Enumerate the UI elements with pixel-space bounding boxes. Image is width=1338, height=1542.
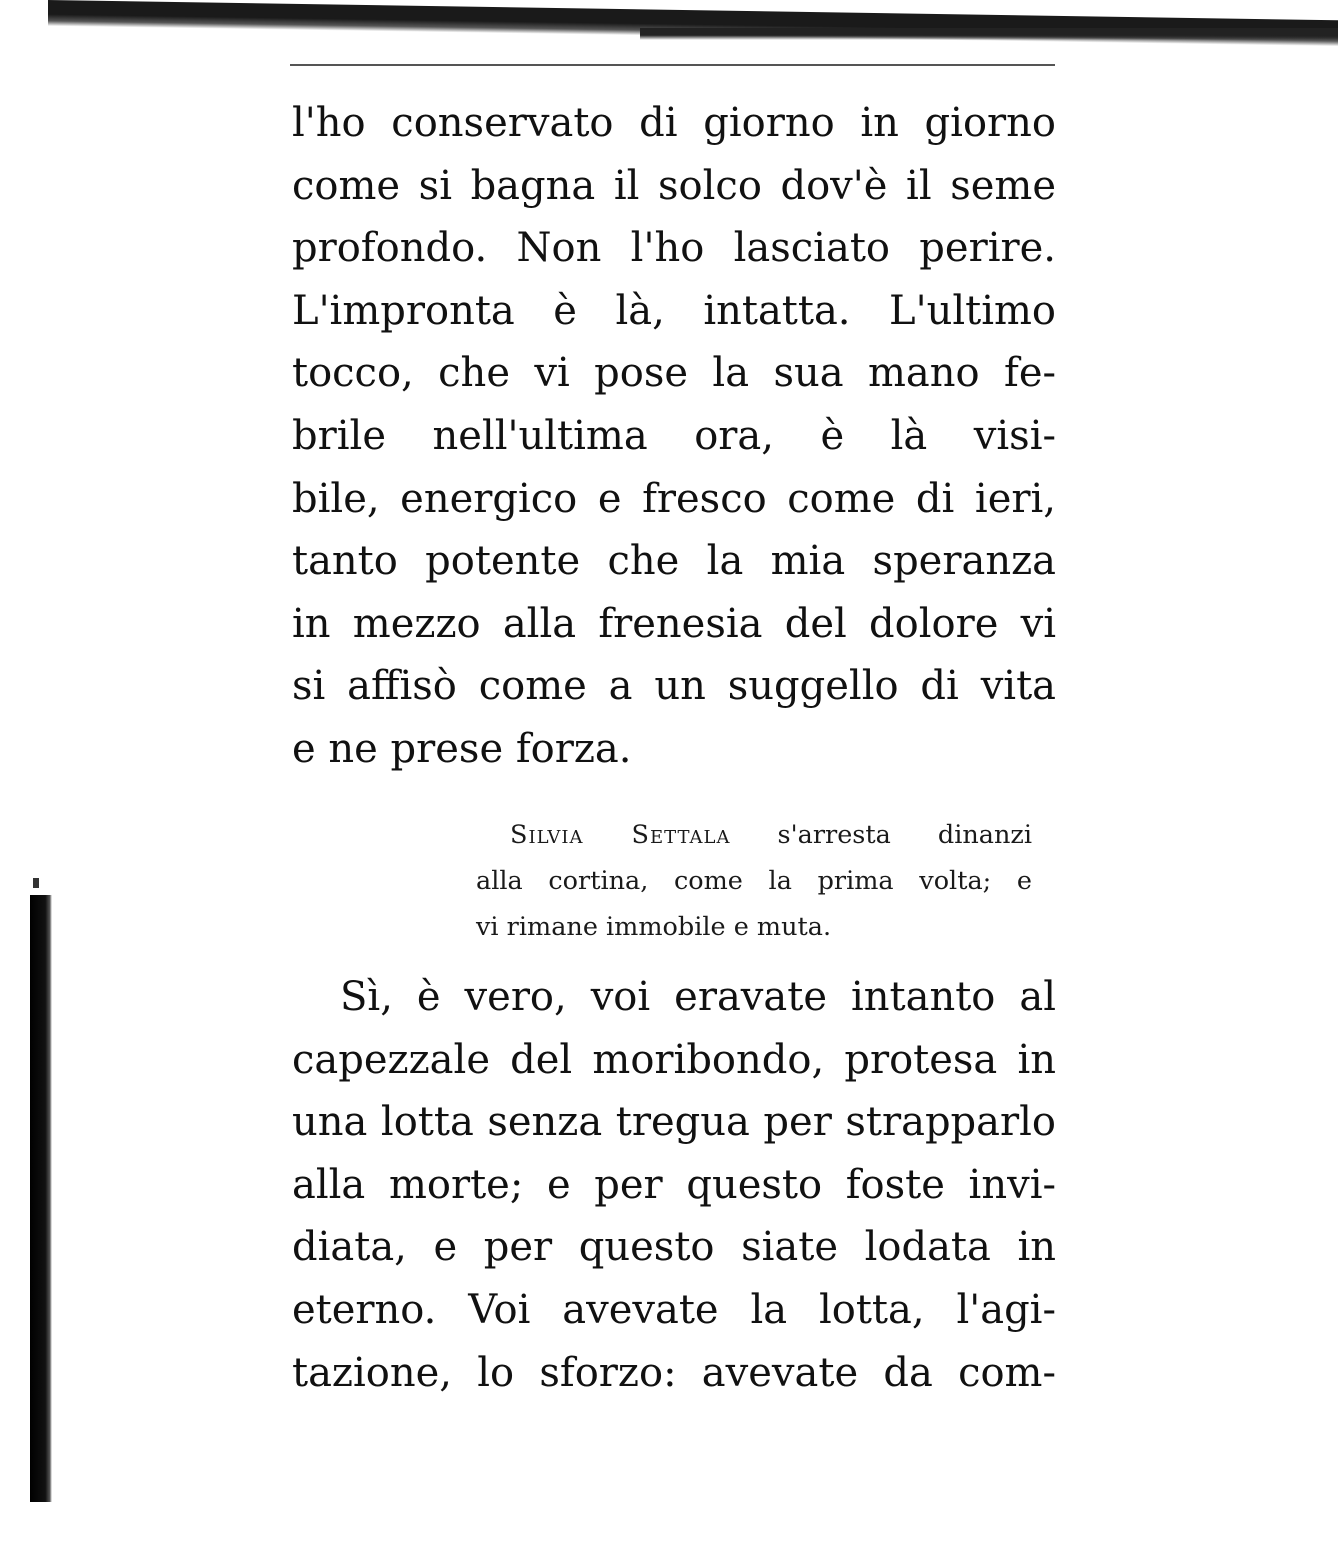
text-line: alla morte; e per questo foste invi- [292, 1161, 1056, 1208]
text-line: tanto potente che la mia speranza [292, 538, 1056, 585]
paragraph-1 [292, 92, 1056, 781]
stage-direction [476, 812, 1032, 950]
stage-direction-text: s'arresta dinanzi [730, 820, 1032, 850]
text-line: bile, energico e fresco come di ieri, [292, 475, 1056, 522]
text-line: eterno. Voi avevate la lotta, l'agi- [292, 1286, 1056, 1333]
stage-direction-line: alla cortina, come la prima volta; e [476, 866, 1032, 896]
character-name: Silvia Settala [510, 820, 731, 850]
text-line: una lotta senza tregua per strapparlo [292, 1099, 1056, 1146]
text-line: in mezzo alla frenesia del dolore vi [292, 600, 1056, 647]
text-line: e ne prese forza. [292, 725, 632, 772]
stage-direction-line: vi rimane immobile e muta. [476, 912, 832, 942]
text-line: profondo. Non l'ho lasciato perire. [292, 225, 1056, 272]
text-line: l'ho conservato di giorno in giorno [292, 100, 1056, 146]
paragraph-2 [292, 966, 1056, 1404]
binding-shadow [30, 895, 52, 1502]
stage-direction-line [476, 812, 1032, 858]
text-line: tocco, che vi pose la sua mano fe- [292, 350, 1056, 397]
text-line: si affisò come a un suggello di vita [292, 663, 1056, 710]
scan-top-edge-shadow [640, 28, 1338, 40]
text-line: come si bagna il solco dov'è il seme [292, 162, 1056, 209]
text-line: brile nell'ultima ora, è là visi- [292, 412, 1056, 459]
text-line: tazione, lo sforzo: avevate da com- [292, 1349, 1056, 1396]
running-head-rule [290, 64, 1055, 66]
text-line: L'impronta è là, intatta. L'ultimo [292, 287, 1056, 334]
text-line: diata, e per questo siate lodata in [292, 1224, 1056, 1271]
binding-speck [33, 878, 39, 888]
text-line: Sì, è vero, voi eravate intanto al [340, 974, 1056, 1020]
text-line: capezzale del moribondo, protesa in [292, 1036, 1056, 1083]
